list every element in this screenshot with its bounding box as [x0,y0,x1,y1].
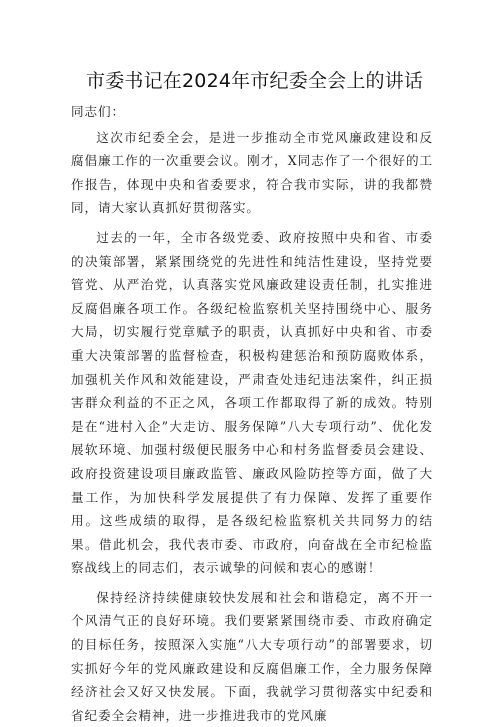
paragraph-2: 过去的一年，全市各级党委、政府按照中央和省、市委的决策部署，紧紧围绕党的先进性和纯洁性建设，坚持党要管党、从严治党，认真落实党风廉政建设责任制，扎实推进反腐倡廉各项工作。各级纪检监察机关坚持围绕中心、服务大局，切实履行党章赋予的职责，认真抓好中央和省、市委重大决策部署的监督检查，积极构建惩治和预防腐败体系，加强机关作风和效能建设，严肃查处违纪违法案件，纠正损害群众利益的不正之风，各项工作都取得了新的成效。特别是在“进村入企”大走访、服务保障”八大专项行动”、优化发展软环境、加强村级便民服务中心和村务监督委员会建设、政府投资建设项目廉政监管、廉政风险防控等方面，做了大量工作，为加快科学发展提供了有力保障、发挥了重要作用。这些成绩的取得，是各级纪检监察机关共同努力的结果。借此机会，我代表市委、市政府，向奋战在全市纪检监察战线上的同志们，表示诚挚的问候和衷心的感谢！ [71,229,433,576]
paragraph-1: 这次市纪委全会，是进一步推动全市党风廉政建设和反腐倡廉工作的一次重要会议。刚才，X同志作了一个很好的工作报告，体现中央和省委要求，符合我市实际，讲的我都赞同，请大家认真抓好贯彻落实。 [71,129,433,216]
document-body [71,100,433,727]
paragraph-3: 保持经济持续健康较快发展和社会和谐稳定，离不开一个风清气正的良好环境。我们要紧紧围绕市委、市政府确定的目标任务，按照深入实施“八大专项行动”的部署要求，切实抓好今年的党风廉政建设和反腐倡廉工作，全力服务保障经济社会又好又快发展。下面，我就学习贯彻落实中纪委和省纪委全会精神，进一步推进我市的党风廉 [71,589,433,723]
document-title: 市委书记在2024年市纪委全会上的讲话 [86,70,424,92]
salutation: 同志们： [71,104,125,119]
